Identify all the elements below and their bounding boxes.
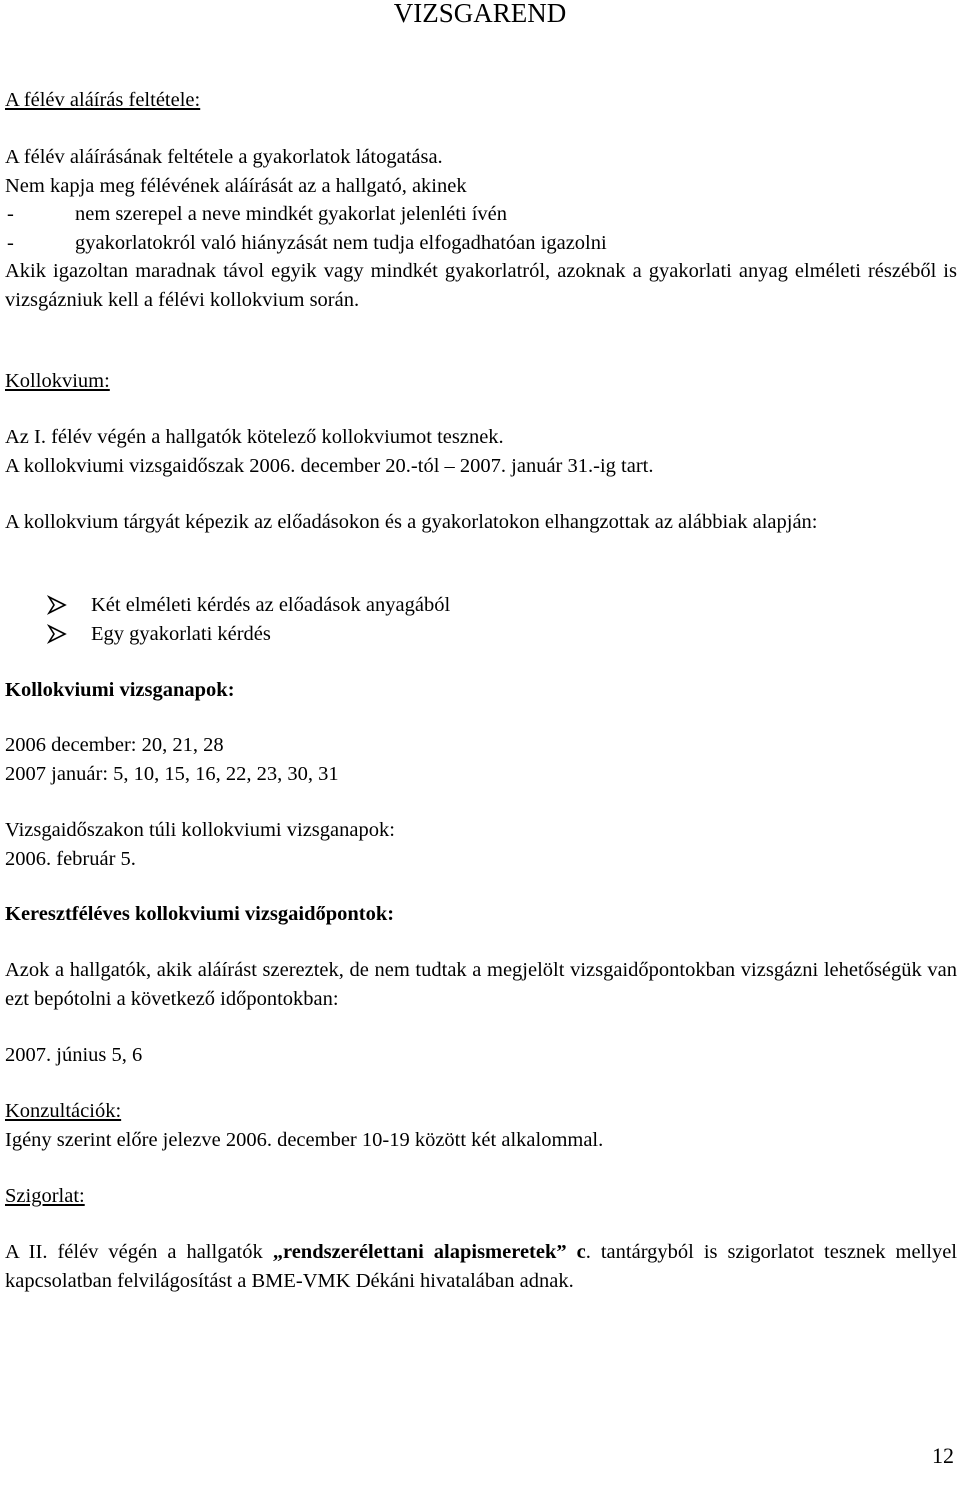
rigorosum-heading: Szigorlat:: [5, 1185, 85, 1207]
exam-days-heading-block: [5, 676, 957, 705]
exam-days-list: [5, 731, 957, 788]
signature-line-1: A félév aláírásának feltétele a gyakorlatok látogatása.: [5, 146, 443, 168]
cross-semester-paragraph: Azok a hallgatók, akik aláírást szereztek, de nem tudtak a megjelölt vizsgaidőpontokban vizsgázni lehetőségük van ezt bepótolni a következő időpontokban:: [5, 959, 957, 1010]
colloquium-paragraph-block: [5, 508, 957, 537]
consultation-text: Igény szerint előre jelezve 2006. december 10-19 között két alkalommal.: [5, 1128, 604, 1151]
rigorosum-heading-block: [5, 1182, 957, 1211]
outside-exam-label: Vizsgaidőszakon túli kollokviumi vizsganapok:: [5, 819, 395, 841]
bullet-list-item: [5, 620, 957, 649]
signature-body: [5, 143, 957, 314]
cross-semester-heading-block: [5, 900, 957, 929]
arrow-bullet-icon: [5, 624, 91, 644]
cross-semester-date-block: [5, 1041, 957, 1070]
colloquium-body: [5, 423, 957, 480]
arrow-bullet-icon: [5, 595, 91, 615]
exam-date-line: 2007 január: 5, 10, 15, 16, 22, 23, 30, 31: [5, 762, 339, 785]
exam-date-line: 2006 december: 20, 21, 28: [5, 734, 224, 756]
bullet-list-item: [5, 591, 957, 620]
dash-list-item: [5, 229, 957, 258]
outside-exam-date: 2006. február 5.: [5, 847, 136, 870]
dash-item-text: nem szerepel a neve mindkét gyakorlat jelenléti ívén: [75, 203, 508, 225]
outside-exam-days: [5, 816, 957, 873]
bullet-text: Egy gyakorlati kérdés: [91, 622, 271, 645]
page-number: 12: [932, 1443, 954, 1468]
bullet-text: Két elméleti kérdés az előadások anyagából: [91, 594, 451, 616]
colloquium-bullets: [5, 591, 957, 648]
dash-marker: -: [7, 203, 14, 225]
rigorosum-text-before: A II. félév végén a hallgatók: [5, 1241, 273, 1263]
colloquium-heading: Kollokvium:: [5, 370, 110, 392]
rigorosum-text-after: . tantárgyból is szigorlatot tesznek mellyel kapcsolatban felvilágosítást a BME-VMK Dékáni hivatalában adnak.: [5, 1241, 957, 1292]
dash-item-text: gyakorlatokról való hiányzását nem tudja elfogadhatóan igazolni: [75, 231, 607, 254]
dash-marker: -: [7, 231, 14, 254]
colloquium-paragraph: A kollokvium tárgyát képezik az előadásokon és a gyakorlatokon elhangzottak az alábbiak alapján:: [5, 511, 818, 533]
exam-days-heading: Kollokviumi vizsganapok:: [5, 679, 235, 701]
consultation-heading: Konzultációk:: [5, 1100, 122, 1122]
cross-semester-paragraph-block: [5, 956, 957, 1013]
page-title: VIZSGAREND: [393, 0, 567, 28]
rigorosum-subject: „rendszerélettani alapismeretek” c: [272, 1241, 586, 1263]
signature-line-2: Nem kapja meg félévének aláírását az a hallgató, akinek: [5, 174, 467, 197]
consultation-section: [5, 1097, 957, 1154]
colloquium-line-2: A kollokviumi vizsgaidőszak 2006. december 20.-tól – 2007. január 31.-ig tart.: [5, 454, 654, 477]
signature-paragraph: Akik igazoltan maradnak távol egyik vagy mindkét gyakorlatról, azoknak a gyakorlati anyag elméleti részéből is vizsgázniuk kell a félévi kollokvium során.: [5, 260, 957, 311]
signature-section: [5, 86, 957, 115]
rigorosum-paragraph-block: [5, 1238, 957, 1295]
dash-list-item: [5, 200, 957, 229]
cross-semester-heading: Keresztféléves kollokviumi vizsgaidőpontok:: [5, 903, 395, 925]
cross-semester-date: 2007. június 5, 6: [5, 1044, 143, 1066]
colloquium-heading-block: [5, 367, 957, 396]
colloquium-line-1: Az I. félév végén a hallgatók kötelező kollokviumot tesznek.: [5, 426, 504, 448]
rigorosum-paragraph: [5, 1238, 957, 1295]
signature-heading: A félév aláírás feltétele:: [5, 89, 201, 111]
